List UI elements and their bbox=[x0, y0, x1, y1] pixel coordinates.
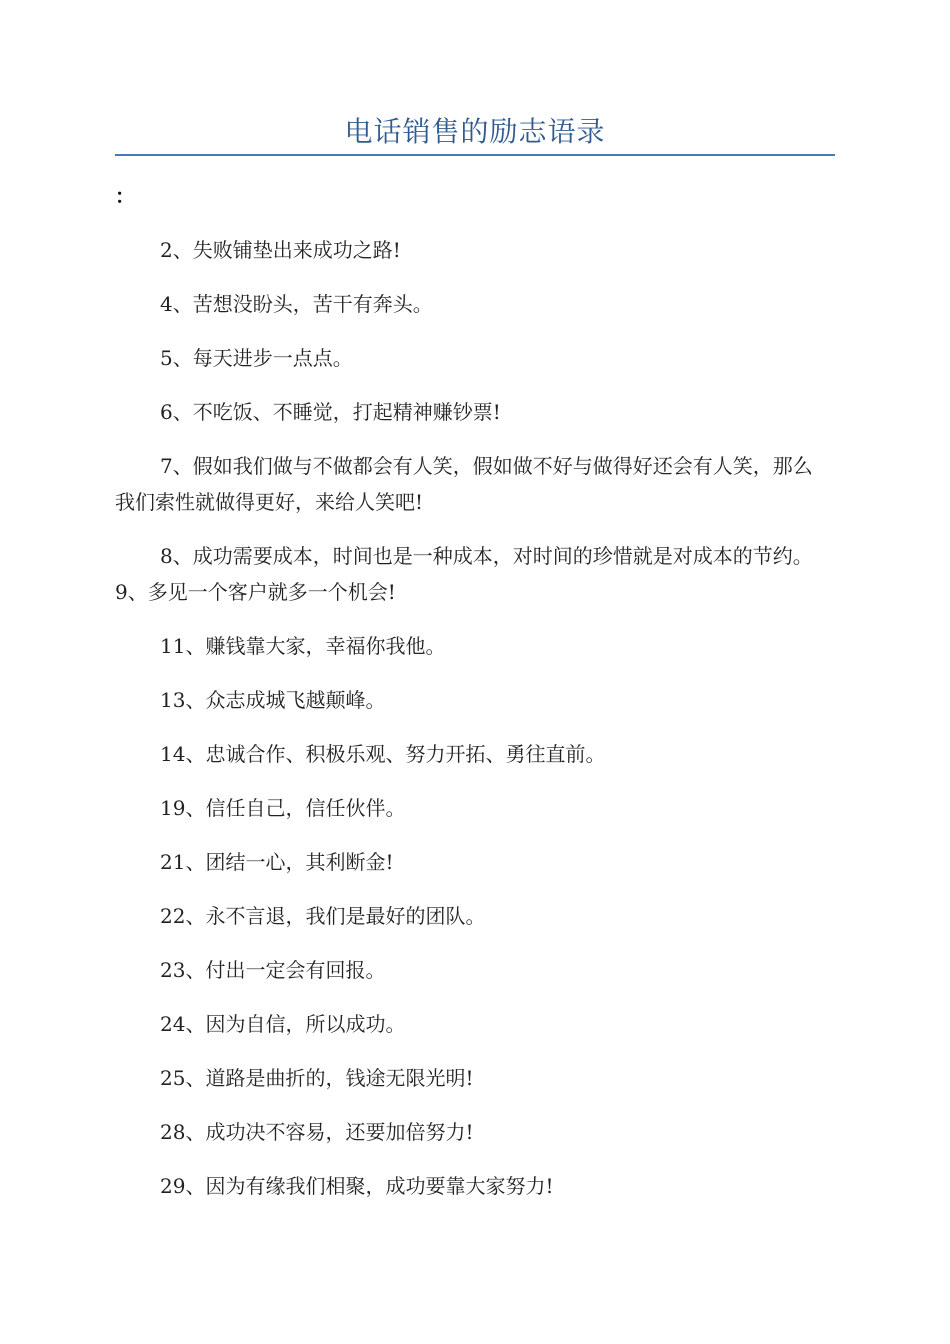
paragraph: 21、团结一心，其利断金! bbox=[160, 850, 394, 874]
paragraph: 28、成功决不容易，还要加倍努力! bbox=[160, 1120, 474, 1144]
paragraph: 5、每天进步一点点。 bbox=[160, 346, 353, 370]
paragraph: 2、失败铺垫出来成功之路! bbox=[160, 238, 401, 262]
paragraph: 25、道路是曲折的，钱途无限光明! bbox=[160, 1066, 474, 1090]
paragraph: 4、苦想没盼头，苦干有奔头。 bbox=[160, 292, 433, 316]
paragraph: 11、赚钱靠大家，幸福你我他。 bbox=[160, 634, 446, 658]
paragraph: 6、不吃饭、不睡觉，打起精神赚钞票! bbox=[160, 400, 501, 424]
lead-colon: ： bbox=[115, 184, 135, 208]
paragraph: 7、假如我们做与不做都会有人笑，假如做不好与做得好还会有人笑，那么我们索性就做得更好，来给人笑吧! bbox=[115, 454, 813, 514]
paragraph: 19、信任自己，信任伙伴。 bbox=[160, 796, 406, 820]
document-body bbox=[115, 232, 827, 1222]
paragraph: 22、永不言退，我们是最好的团队。 bbox=[160, 904, 486, 928]
paragraph: 24、因为自信，所以成功。 bbox=[160, 1012, 406, 1036]
document-title: 电话销售的励志语录 bbox=[344, 115, 606, 148]
paragraph: 8、成功需要成本，时间也是一种成本，对时间的珍惜就是对成本的节约。9、多见一个客户就多一个机会! bbox=[115, 544, 813, 604]
title-underline bbox=[115, 154, 835, 156]
paragraph: 13、众志成城飞越颠峰。 bbox=[160, 688, 386, 712]
paragraph: 29、因为有缘我们相聚，成功要靠大家努力! bbox=[160, 1174, 554, 1198]
paragraph: 14、忠诚合作、积极乐观、努力开拓、勇往直前。 bbox=[160, 742, 606, 766]
paragraph: 23、付出一定会有回报。 bbox=[160, 958, 386, 982]
